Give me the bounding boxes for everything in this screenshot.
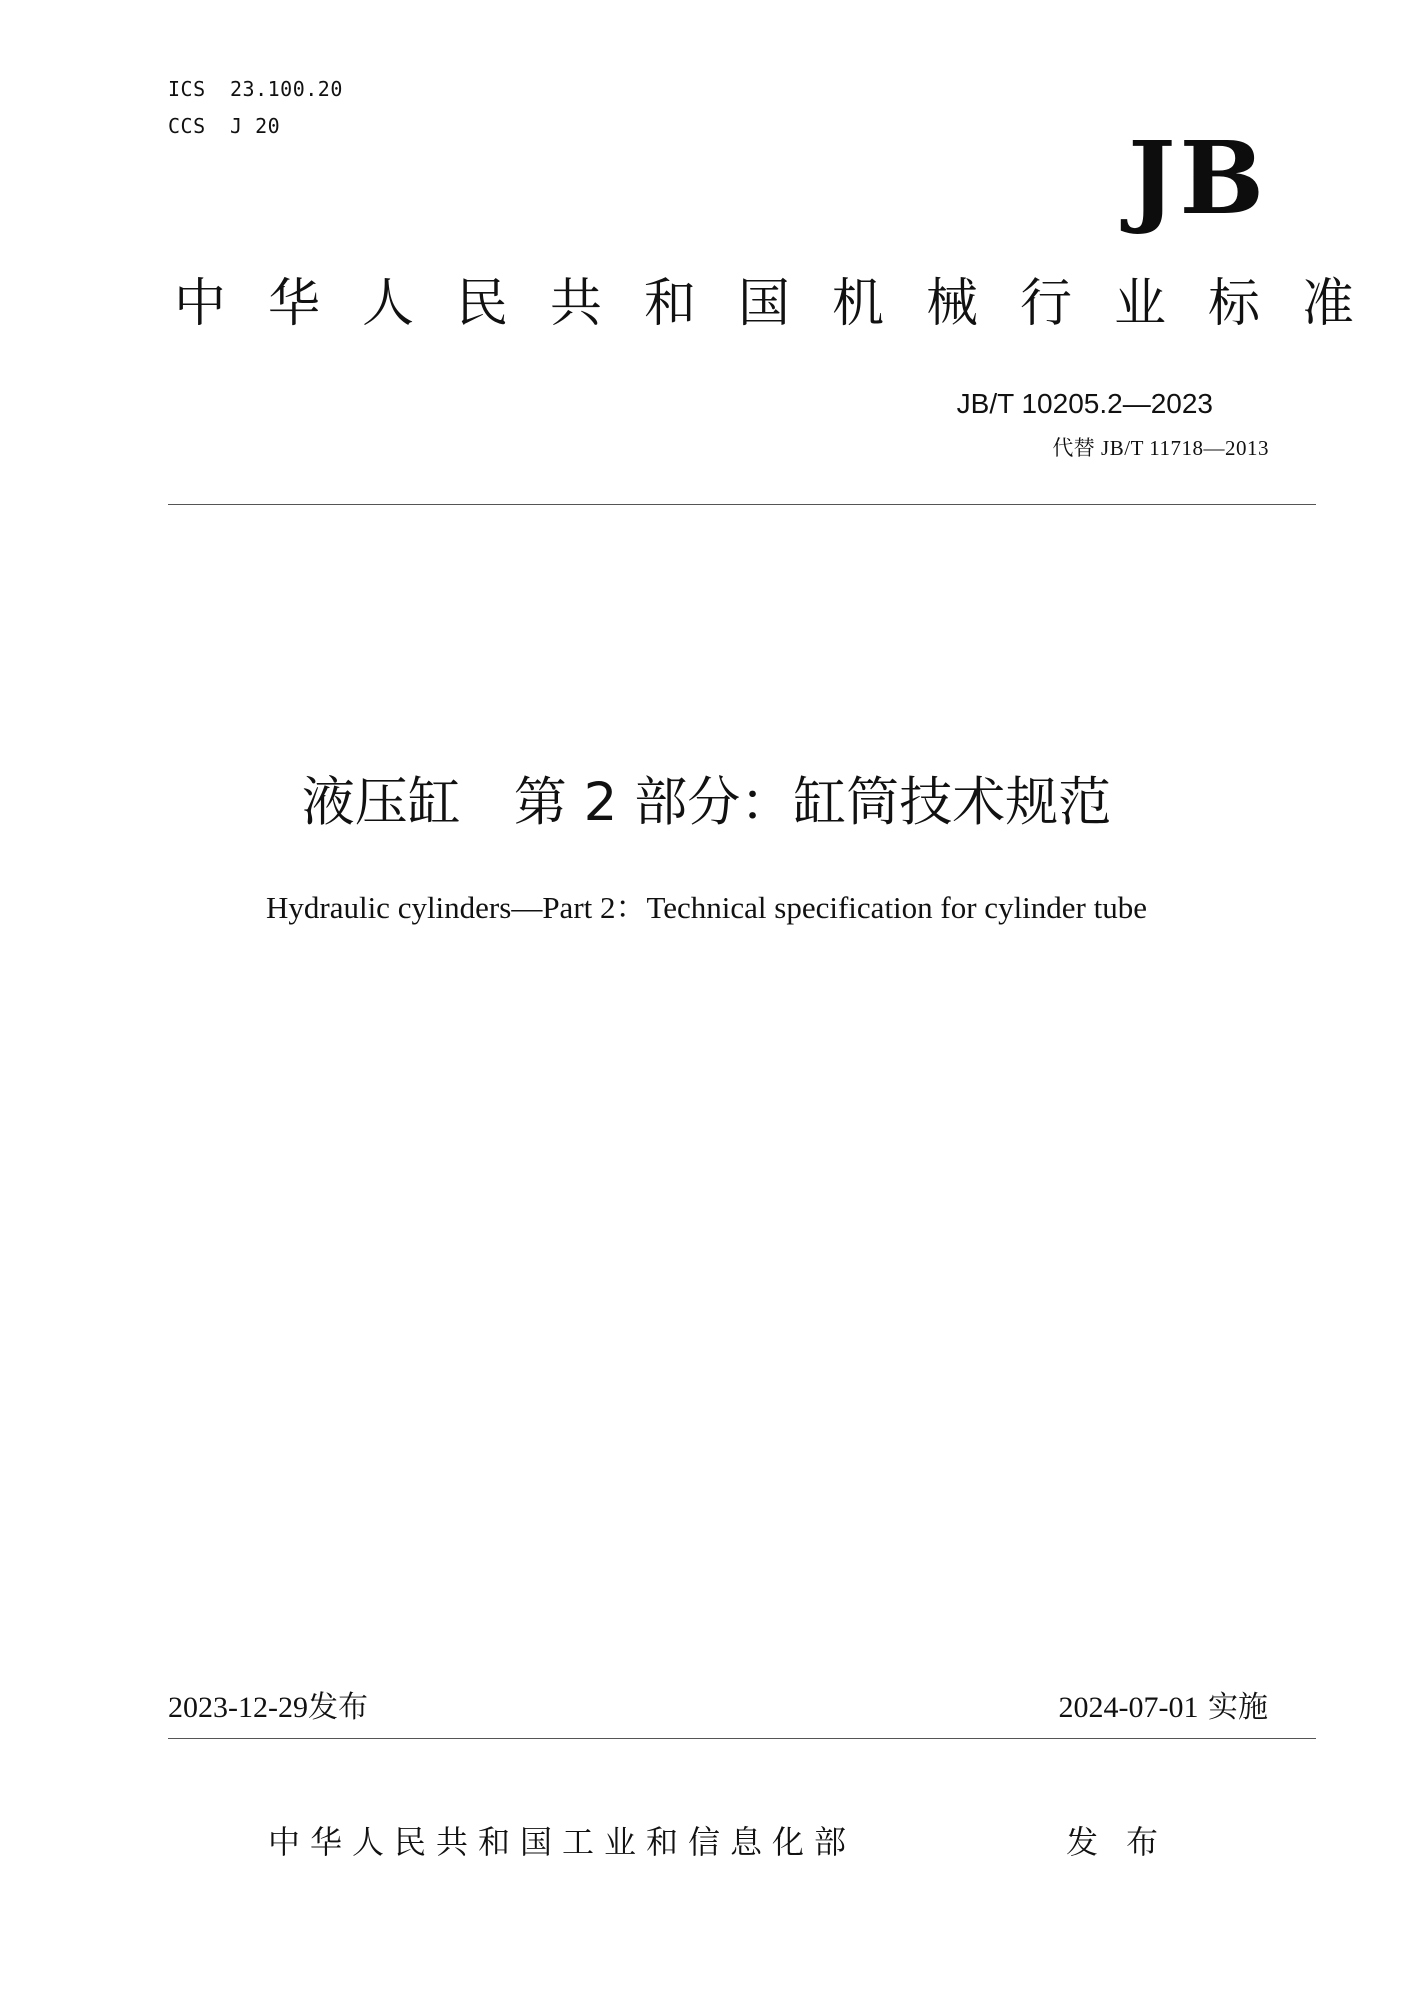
ccs-line	[168, 114, 280, 138]
jb-logo: JB	[1128, 119, 1268, 237]
publish-date-line	[168, 1690, 368, 1725]
effective-date-line	[1058, 1690, 1268, 1725]
standard-number: JB/T 10205.2—2023	[956, 388, 1213, 419]
publish-label: 发布	[307, 1690, 368, 1725]
issuer-action: 发布	[1066, 1823, 1187, 1861]
top-divider	[168, 504, 1316, 505]
document-title-chinese: 液压缸 第 2 部分：缸筒技术规范	[301, 772, 1112, 833]
ics-label: ICS	[168, 77, 206, 101]
ccs-label: CCS	[168, 114, 206, 138]
issuer-name: 中华人民共和国工业和信息化部	[268, 1823, 857, 1861]
effective-label: 实施	[1208, 1690, 1268, 1725]
ics-code: 23.100.20	[230, 77, 343, 101]
effective-date: 2024-07-01	[1058, 1691, 1199, 1724]
publish-date: 2023-12-29	[168, 1691, 308, 1724]
organization-title: 中华人民共和国机械行业标准	[174, 274, 1397, 334]
bottom-divider	[168, 1738, 1316, 1739]
ccs-code: J 20	[230, 114, 281, 138]
ics-line	[168, 77, 343, 101]
standard-replaces: 代替 JB/T 11718—2013	[1052, 436, 1269, 460]
document-title-english: Hydraulic cylinders—Part 2：Technical specification for cylinder tube	[265, 890, 1148, 925]
